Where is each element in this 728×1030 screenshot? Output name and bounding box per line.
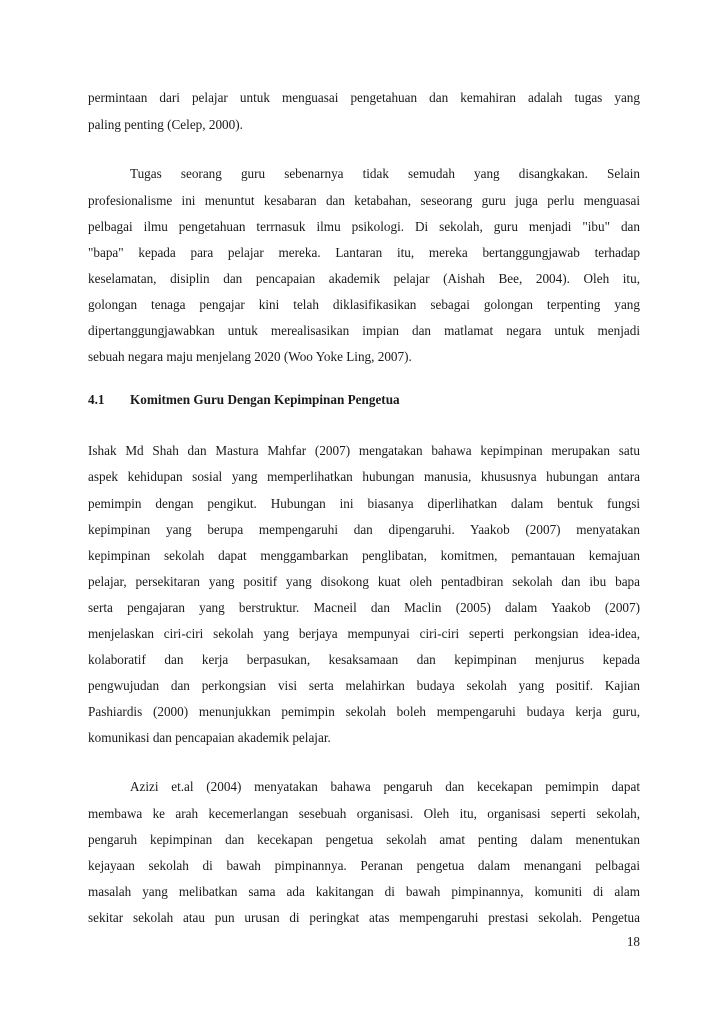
paragraph-4-line-4: kejayaan sekolah di bawah pimpinannya. Peranan pengetua dalam menangani pelbagai — [88, 858, 640, 873]
paragraph-2-line-1: Tugas seorang guru sebenarnya tidak semudah yang disangkakan. Selain — [130, 166, 640, 181]
section-title: Komitmen Guru Dengan Kepimpinan Pengetua — [130, 392, 400, 407]
paragraph-3-line-5: kepimpinan sekolah dapat menggambarkan penglibatan, komitmen, pemantauan kemajuan — [88, 548, 640, 563]
paragraph-1-line-2: paling penting (Celep, 2000). — [88, 117, 243, 132]
paragraph-2-line-3: pelbagai ilmu pengetahuan terrnasuk ilmu psikologi. Di sekolah, guru menjadi "ibu" dan — [88, 219, 640, 234]
section-heading — [88, 392, 640, 408]
paragraph-2-line-8: sebuah negara maju menjelang 2020 (Woo Yoke Ling, 2007). — [88, 349, 412, 364]
paragraph-2-line-5: keselamatan, disiplin dan pencapaian akademik pelajar (Aishah Bee, 2004). Oleh itu, — [88, 271, 640, 286]
paragraph-3-line-12: komunikasi dan pencapaian akademik pelajar. — [88, 730, 331, 745]
paragraph-3-line-7: serta pengajaran yang berstruktur. Macneil dan Maclin (2005) dalam Yaakob (2007) — [88, 600, 640, 615]
paragraph-3-line-6: pelajar, persekitaran yang positif yang disokong kuat oleh pentadbiran sekolah dan ibu bapa — [88, 574, 640, 589]
paragraph-2-line-2: profesionalisme ini menuntut kesabaran dan ketabahan, seseorang guru juga perlu menguasai — [88, 193, 640, 208]
paragraph-3-line-3: pemimpin dengan pengikut. Hubungan ini biasanya diperlihatkan dalam bentuk fungsi — [88, 496, 640, 511]
paragraph-4-line-5: masalah yang melibatkan sama ada kakitangan di bawah pimpinannya, komuniti di alam — [88, 884, 640, 899]
section-number: 4.1 — [88, 392, 105, 407]
paragraph-2-line-4: "bapa" kepada para pelajar mereka. Lantaran itu, mereka bertanggungjawab terhadap — [88, 245, 640, 260]
paragraph-4-line-3: pengaruh kepimpinan dan kecekapan pengetua sekolah amat penting dalam menentukan — [88, 832, 640, 847]
paragraph-4-line-1: Azizi et.al (2004) menyatakan bahawa pengaruh dan kecekapan pemimpin dapat — [130, 779, 640, 794]
paragraph-3-line-2: aspek kehidupan sosial yang memperlihatkan hubungan manusia, khususnya hubungan antara — [88, 469, 640, 484]
paragraph-3-line-4: kepimpinan yang berupa mempengaruhi dan dipengaruhi. Yaakob (2007) menyatakan — [88, 522, 640, 537]
paragraph-3-line-1: Ishak Md Shah dan Mastura Mahfar (2007) mengatakan bahawa kepimpinan merupakan satu — [88, 443, 640, 458]
paragraph-3-line-8: menjelaskan ciri-ciri sekolah yang berjaya mempunyai ciri-ciri seperti perkongsian idea-idea, — [88, 626, 640, 641]
paragraph-3-line-10: pengwujudan dan perkongsian visi serta melahirkan budaya sekolah yang positif. Kajian — [88, 678, 640, 693]
paragraph-2-line-6: golongan tenaga pengajar kini telah diklasifikasikan sebagai golongan terpenting yang — [88, 297, 640, 312]
paragraph-3-line-9: kolaboratif dan kerja berpasukan, kesaksamaan dan kepimpinan menjurus kepada — [88, 652, 640, 667]
paragraph-4-line-2: membawa ke arah kecemerlangan sesebuah organisasi. Oleh itu, organisasi seperti sekolah, — [88, 806, 640, 821]
paragraph-3-line-11: Pashiardis (2000) menunjukkan pemimpin sekolah boleh mempengaruhi budaya kerja guru, — [88, 704, 640, 719]
page-number: 18 — [626, 934, 640, 949]
paragraph-1-line-1: permintaan dari pelajar untuk menguasai pengetahuan dan kemahiran adalah tugas yang — [88, 90, 640, 105]
paragraph-2-line-7: dipertanggungjawabkan untuk merealisasikan impian dan matlamat negara untuk menjadi — [88, 323, 640, 338]
paragraph-4-line-6: sekitar sekolah atau pun urusan di peringkat atas mempengaruhi prestasi sekolah. Pengetua — [88, 910, 640, 925]
